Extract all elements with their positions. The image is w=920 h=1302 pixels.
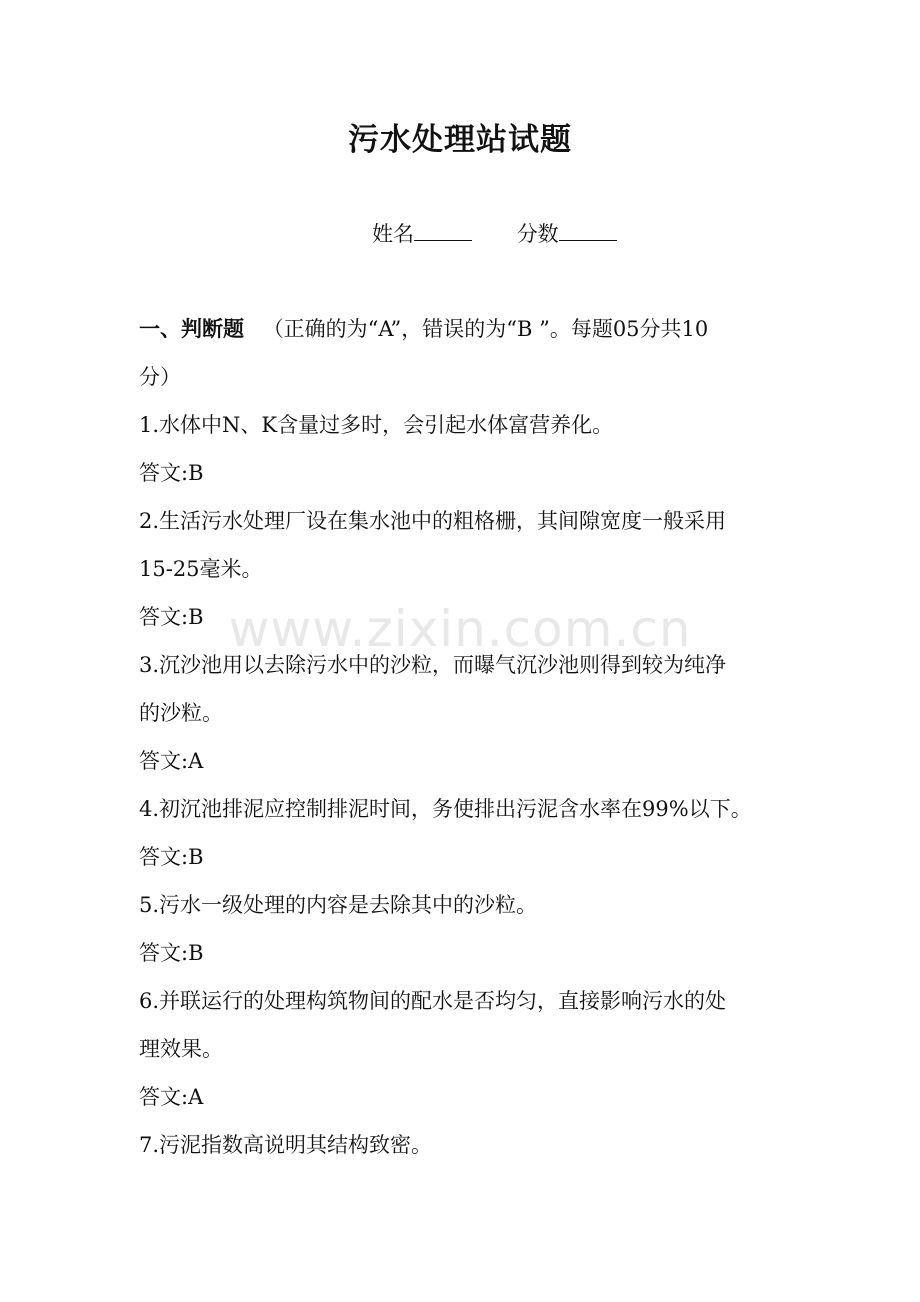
answer-1: 答文:B [139,461,204,485]
name-label: 姓名 [372,222,414,246]
answer-2: 答文:B [139,605,204,629]
name-blank [414,220,472,241]
section-heading-line [139,314,799,344]
question-5: 5.污水一级处理的内容是去除其中的沙粒。 [139,893,538,917]
answer-4: 答文:B [139,845,204,869]
section-instruction-cont: 分） [139,365,181,389]
question-6-cont: 理效果。 [139,1037,223,1061]
question-7: 7.污泥指数高说明其结构致密。 [139,1133,433,1157]
document-title: 污水处理站试题 [348,122,572,158]
answer-3: 答文:A [139,749,204,773]
question-2-cont: 15-25毫米。 [139,557,263,581]
score-label: 分数 [516,222,559,246]
score-blank [559,220,617,241]
question-3: 3.沉沙池用以去除污水中的沙粒，而曝气沉沙池则得到较为纯净 [139,653,727,677]
question-2: 2.生活污水处理厂设在集水池中的粗格栅，其间隙宽度一般采用 [139,509,727,533]
section-instruction: （正确的为“A”，错误的为“B ”。每题05分共10 [262,317,709,341]
question-1: 1.水体中N、K含量过多时，会引起水体富营养化。 [139,413,614,437]
section-heading: 一、判断题 [139,316,244,341]
answer-5: 答文:B [139,941,204,965]
question-6: 6.并联运行的处理构筑物间的配水是否均匀，直接影响污水的处 [139,989,727,1013]
score-field [517,218,617,248]
question-3-cont: 的沙粒。 [139,701,223,725]
name-score-line [372,218,617,248]
question-4: 4.初沉池排泥应控制排泥时间，务使排出污泥含水率在99%以下。 [139,797,752,821]
name-field [372,218,472,248]
answer-6: 答文:A [139,1085,204,1109]
watermark: www.zixin.com.cn [228,600,692,658]
